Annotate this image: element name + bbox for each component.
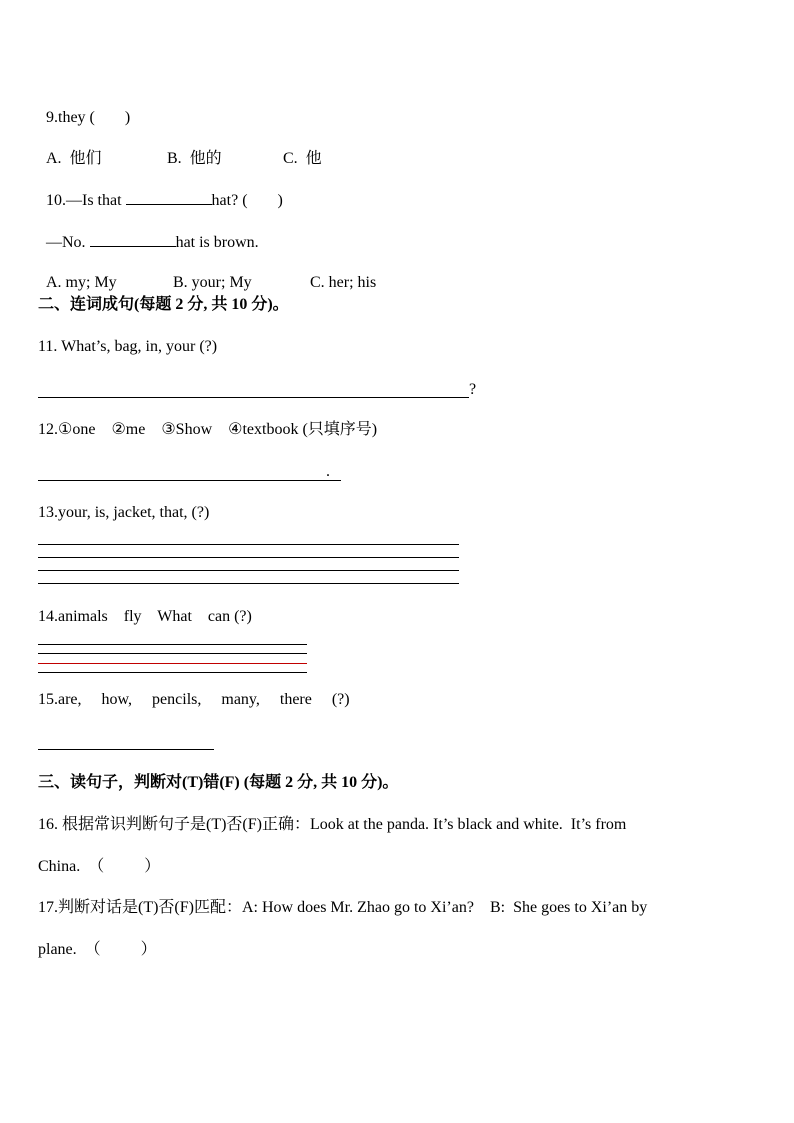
q10-option-a: A. my; My bbox=[46, 274, 117, 291]
q13-stem: 13.your, is, jacket, that, (?) bbox=[38, 504, 210, 521]
q10-stem-a-suffix: hat? ( bbox=[211, 192, 248, 209]
q10-options bbox=[38, 253, 376, 293]
q10-option-b: B. your; My bbox=[173, 274, 252, 291]
q9-option-b: B. 他的 bbox=[167, 150, 222, 167]
q14-stem: 14.animals fly What can (?) bbox=[38, 608, 252, 625]
q9-stem-row bbox=[38, 88, 130, 128]
q10-stem-b-prefix: —No. bbox=[46, 234, 90, 251]
section3-title: 三、读句子，判断对(T)错(F) (每题 2 分, 共 10 分)。 bbox=[38, 774, 399, 791]
q10-blank-1[interactable] bbox=[126, 190, 212, 205]
q9-stem: 9.they ( bbox=[46, 109, 95, 126]
q10-stem-a-row bbox=[38, 170, 283, 211]
q11-stem: 11. What’s, bag, in, your (?) bbox=[38, 338, 218, 355]
q9-option-a: A. 他们 bbox=[46, 150, 102, 167]
q15-stem: 15.are, how, pencils, many, there (?) bbox=[38, 691, 350, 708]
q14-answer-line-red[interactable] bbox=[38, 663, 307, 664]
section2-title: 二、连词成句(每题 2 分, 共 10 分)。 bbox=[38, 296, 289, 313]
q16-line-2[interactable]: China. （ ） bbox=[38, 858, 161, 875]
q15-answer-line[interactable] bbox=[38, 749, 214, 750]
q13-answer-line-1[interactable] bbox=[38, 544, 459, 545]
q12-answer-line[interactable] bbox=[38, 480, 341, 481]
q12-stem: 12.①one ②me ③Show ④textbook (只填序号) bbox=[38, 421, 378, 438]
q10-blank-2[interactable] bbox=[90, 232, 176, 247]
q10-stem-b-row bbox=[38, 212, 259, 253]
q12-end-mark: . bbox=[326, 463, 330, 480]
q14-answer-line-1[interactable] bbox=[38, 644, 307, 645]
q11-answer-line[interactable] bbox=[38, 397, 469, 398]
q9-options bbox=[38, 129, 322, 169]
q11-end-mark: ? bbox=[469, 381, 477, 398]
q16-line-1: 16. 根据常识判断句子是(T)否(F)正确：Look at the panda. It’s black and white. It’s from bbox=[38, 816, 627, 833]
q9-option-c: C. 他 bbox=[283, 150, 322, 167]
q13-answer-line-4[interactable] bbox=[38, 583, 459, 584]
q10-stem-b-suffix: hat is brown. bbox=[175, 234, 259, 251]
q13-answer-line-2[interactable] bbox=[38, 557, 459, 558]
q10-option-c: C. her; his bbox=[310, 274, 377, 291]
q10-paren-close: ) bbox=[277, 192, 283, 209]
q13-answer-line-3[interactable] bbox=[38, 570, 459, 571]
q14-answer-line-3[interactable] bbox=[38, 672, 307, 673]
q17-line-2[interactable]: plane. （ ） bbox=[38, 941, 157, 958]
q10-stem-a-prefix: 10.—Is that bbox=[46, 192, 126, 209]
q14-answer-line-2[interactable] bbox=[38, 653, 307, 654]
q17-line-1: 17.判断对话是(T)否(F)匹配：A: How does Mr. Zhao go to Xi’an? B: She goes to Xi’an by bbox=[38, 899, 648, 916]
q9-paren-close: ) bbox=[124, 109, 131, 126]
